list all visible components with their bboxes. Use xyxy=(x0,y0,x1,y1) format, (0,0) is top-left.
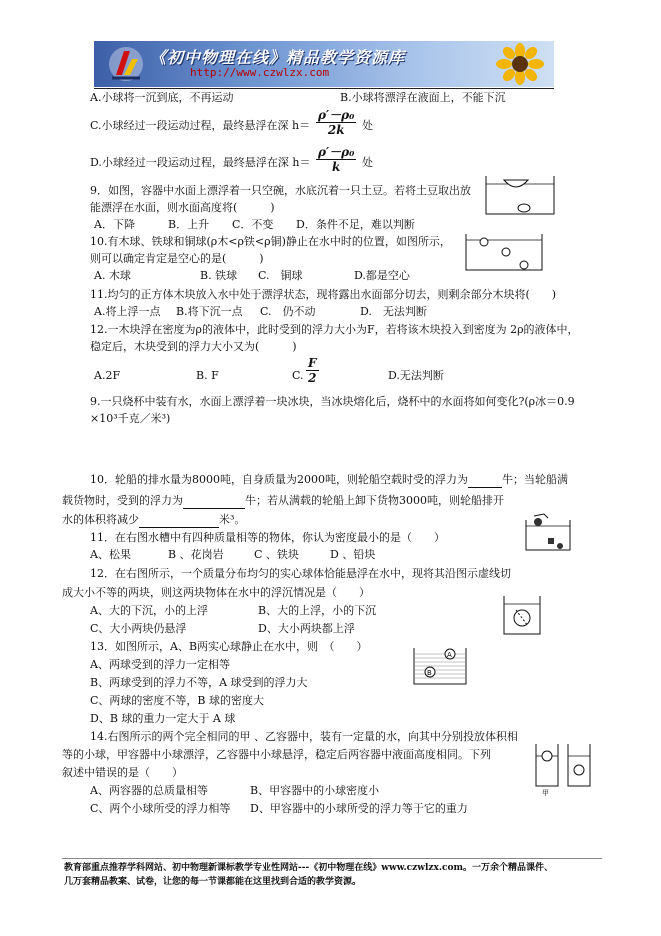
banner-title: 《初中物理在线》精品教学资源库 xyxy=(150,48,406,67)
q11a-opt-c: C. 仍不动 xyxy=(260,305,316,318)
q14b-line3: 叙述中错误的是（ ） xyxy=(62,766,183,779)
q10a-opt-c: C. 铜球 xyxy=(258,269,303,282)
ball-a-label: A xyxy=(447,651,452,659)
q11b-opt-c: C 、铁块 xyxy=(254,548,299,561)
q14b-opt-b: B、甲容器中的小球密度小 xyxy=(250,784,380,797)
header-banner xyxy=(94,41,554,87)
q12a-opt-b: B. F xyxy=(196,369,219,382)
q12a-fraction xyxy=(306,356,319,385)
q10b-line3b: 米³。 xyxy=(219,513,246,526)
option-c: C.小球经过一段运动过程，最终悬浮在深 h＝ xyxy=(90,119,311,132)
bowl-container-figure xyxy=(484,174,556,216)
two-containers-figure xyxy=(532,740,596,796)
q10a-opt-b: B. 铁球 xyxy=(200,269,238,282)
formula-c-den: 2k xyxy=(327,123,345,137)
ball-b-label: B xyxy=(427,669,432,677)
water-tank-figure xyxy=(520,512,576,552)
q12a-line1: 12.一木块浮在密度为ρ的液体中，此时受到的浮力大小为F，若将该木块投入到密度为 2ρ的液体中， xyxy=(90,323,579,336)
q12b-opt-d: D、大小两块都上浮 xyxy=(258,622,355,635)
option-d: D.小球经过一段运动过程，最终悬浮在深 h＝ xyxy=(90,156,311,169)
q11b-opt-b: B 、花岗岩 xyxy=(168,548,224,561)
formula-c xyxy=(316,108,356,137)
q10b-line2a: 载货物时，受到的浮力为 xyxy=(62,494,183,507)
q11a-line: 11.均匀的正方体木块放入水中处于漂浮状态，现将露出水面部分切去，则剩余部分木块将( ) xyxy=(90,288,557,301)
q9a-opt-b: B．上升 xyxy=(168,218,210,231)
blank-3[interactable] xyxy=(139,512,219,528)
q13b-opt-a: A、两球受到的浮力一定相等 xyxy=(90,658,230,671)
q12b-line1: 12．在右图所示，一个质量分布均匀的实心球体恰能悬浮在水中，现将其沿图示虚线切 xyxy=(90,567,511,580)
q13b-opt-c: C、两球的密度不等，B 球的密度大 xyxy=(90,694,264,707)
q9b-line2: ×10³千克／米³) xyxy=(90,412,171,425)
q11b-line: 11．在右图水槽中有四种质量相等的物体，你认为密度最小的是（ ） xyxy=(90,531,445,544)
formula-c-num: ρ′－ρ₀ xyxy=(318,108,355,122)
q11a-opt-d: D. 无法判断 xyxy=(360,305,427,318)
option-a: A.小球将一沉到底，不再运动 xyxy=(90,91,234,104)
q9a-line1: 9．如图，容器中水面上漂浮着一只空碗，水底沉着一只土豆。若将土豆取出放 xyxy=(90,184,471,197)
q9b-line1: 9.一只烧杯中装有水，水面上漂浮着一块冰块，当冰块熔化后，烧杯中的水面将如何变化?(ρ冰＝0.9 xyxy=(90,395,575,408)
option-b: B.小球将漂浮在液面上，不能下沉 xyxy=(340,91,506,104)
q9a-line2: 能漂浮在水面，则水面高度将( ) xyxy=(90,201,275,214)
q13b-line: 13．如图所示，A、B两实心球静止在水中，则 （ ） xyxy=(90,640,368,653)
q9a-opt-d: D．条件不足，难以判断 xyxy=(296,218,415,231)
q10b-line3a: 水的体积将减少 xyxy=(62,513,139,526)
header-rule xyxy=(94,88,554,89)
q13b-opt-b: B、两球受到的浮力不等，A 球受到的浮力大 xyxy=(90,676,308,689)
q9a-opt-c: C．不变 xyxy=(232,218,274,231)
q14b-opt-d: D、甲容器中的小球所受的浮力等于它的重力 xyxy=(250,802,468,815)
q12b-opt-c: C、大小两块仍悬浮 xyxy=(90,622,187,635)
q14b-line1: 14.右图所示的两个完全相同的甲 、乙容器中，装有一定量的水，向其中分别投放体积相 xyxy=(90,730,518,743)
q10a-line2: 则可以确定肯定是空心的是( ) xyxy=(90,252,264,265)
two-balls-figure xyxy=(412,646,468,686)
q11a-opt-a: A.将上浮一点 xyxy=(94,305,161,318)
footer-line1: 教育部重点推荐学科网站、初中物理新课标教学专业性网站---《初中物理在线》www.czwlzx.com。一万余个精品课件、 xyxy=(64,863,554,873)
container-jia-label: 甲 xyxy=(542,789,549,796)
q10a-opt-a: A. 木球 xyxy=(94,269,131,282)
q12a-opt-d: D.无法判断 xyxy=(388,369,444,382)
footer-rule xyxy=(62,858,602,859)
q10b-line1b: 牛；当轮船满 xyxy=(501,473,568,486)
q10a-opt-d: D.都是空心 xyxy=(354,269,410,282)
q9a-opt-a: A．下降 xyxy=(94,218,135,231)
q10b-line1 xyxy=(90,472,568,488)
q11b-opt-d: D 、铅块 xyxy=(330,548,376,561)
logo-icon xyxy=(106,45,146,83)
sphere-beaker-figure xyxy=(500,592,544,636)
sunflower-icon xyxy=(490,43,552,85)
q10b-line1a: 10．轮船的排水量为8000吨，自身质量为2000吨，则轮船空载时受的浮力为 xyxy=(90,473,468,486)
q12a-line2: 稳定后，木块受到的浮力大小又为( ) xyxy=(90,340,297,353)
footer-line2: 几万套精品教案、试卷，让您的每一节课都能在这里找到合适的教学资源。 xyxy=(64,877,362,887)
q12b-opt-b: B、大的上浮，小的下沉 xyxy=(258,604,377,617)
blank-2[interactable] xyxy=(183,493,245,509)
q10a-line1: 10.有木球、铁球和铜球(ρ木<ρ铁<ρ铜)静止在水中时的位置，如图所示， xyxy=(90,235,451,248)
q12b-line2: 成大小不等的两块，则这两块物体在水中的浮沉情况是（ ） xyxy=(62,586,370,599)
three-balls-figure xyxy=(464,232,544,272)
q12a-opt-a: A.2F xyxy=(94,369,121,382)
formula-d-den: k xyxy=(332,160,341,174)
blank-1[interactable] xyxy=(468,472,502,488)
q12b-opt-a: A、大的下沉，小的上浮 xyxy=(90,604,208,617)
banner-url[interactable]: http://www.czwlzx.com xyxy=(190,66,330,79)
q12a-fraction-den: 2 xyxy=(308,371,317,385)
option-d-end: 处 xyxy=(362,156,373,169)
q10b-line2 xyxy=(62,493,504,509)
q10b-line2b: 牛；若从满载的轮船上卸下货物3000吨，则轮船排开 xyxy=(245,494,504,507)
option-c-end: 处 xyxy=(362,119,373,132)
q11b-opt-a: A、松果 xyxy=(90,548,131,561)
q14b-opt-c: C、两个小球所受的浮力相等 xyxy=(90,802,231,815)
q14b-line2: 等的小球，甲容器中小球漂浮，乙容器中小球悬浮，稳定后两容器中液面高度相同。下列 xyxy=(62,748,491,761)
q11a-opt-b: B.将下沉一点 xyxy=(176,305,243,318)
q12a-opt-c: C. xyxy=(292,369,304,382)
formula-d xyxy=(316,145,356,174)
formula-d-num: ρ′－ρ₀ xyxy=(318,145,355,159)
q10b-line3 xyxy=(62,512,245,528)
q13b-opt-d: D、B 球的重力一定大于 A 球 xyxy=(90,712,236,725)
q14b-opt-a: A、两容器的总质量相等 xyxy=(90,784,208,797)
q12a-fraction-num: F xyxy=(308,356,317,370)
